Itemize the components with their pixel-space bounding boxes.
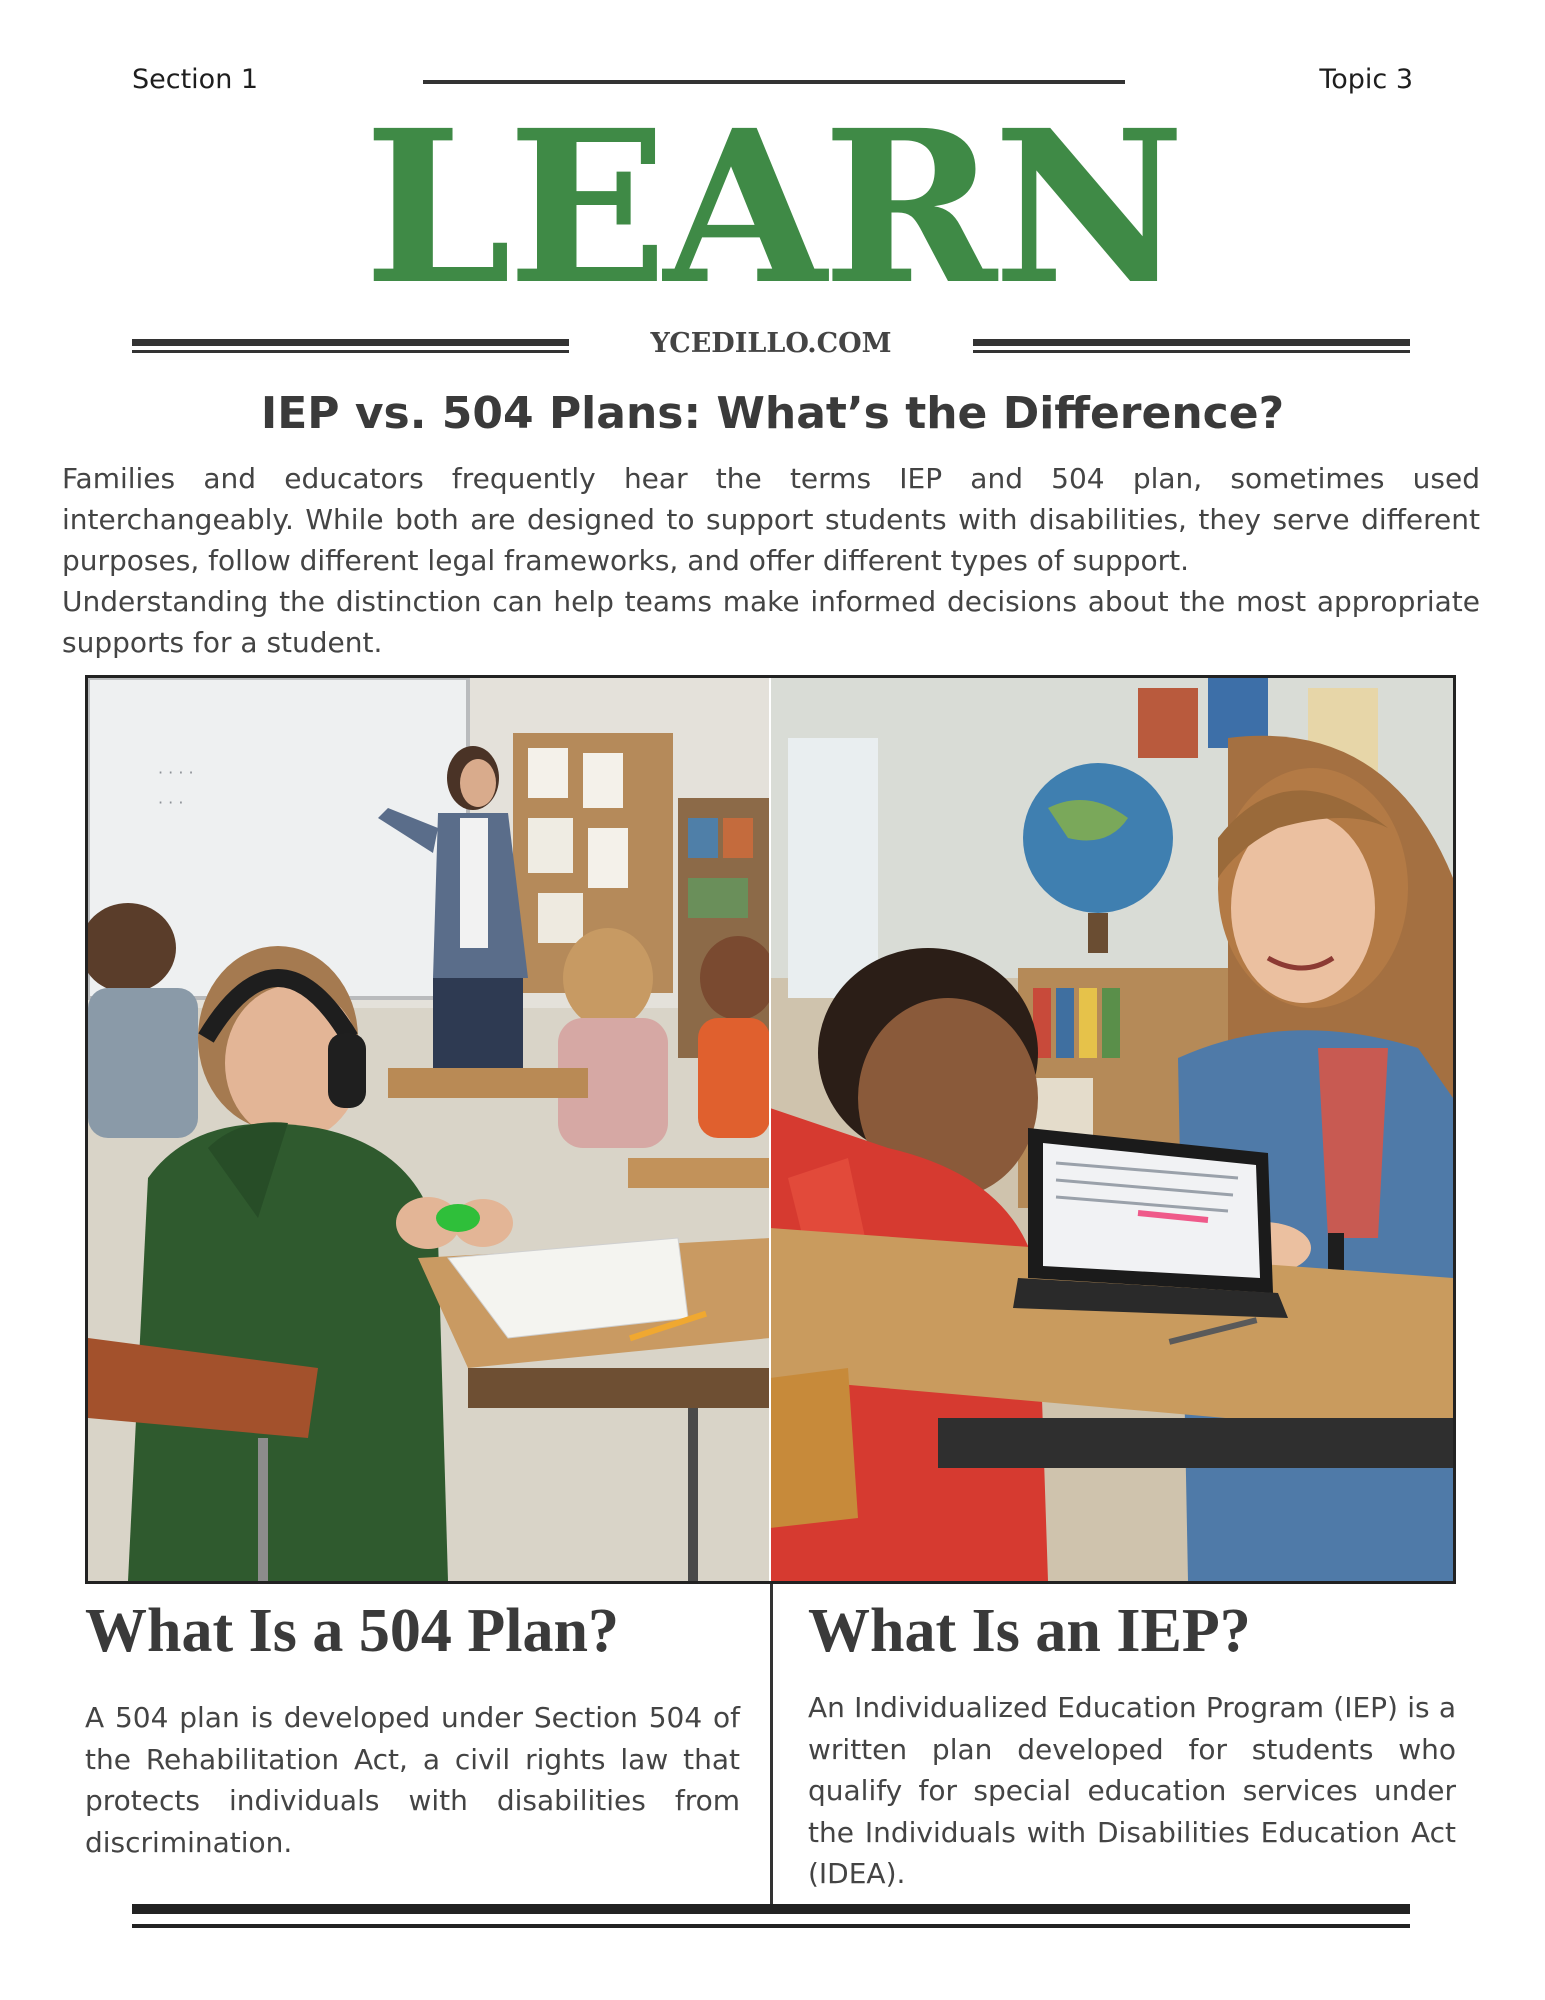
504-plan-description: A 504 plan is developed under Section 504 of the Rehabilitation Act, a civil rights law that protects individuals with disabilities from discrimination. — [85, 1701, 740, 1859]
topic-label: Topic 3 — [1319, 64, 1413, 95]
iep-heading: What Is an IEP? — [808, 1597, 1251, 1665]
article-title: IEP vs. 504 Plans: What’s the Difference? — [260, 388, 1285, 439]
intro-paragraph-1: Families and educators frequently hear the terms IEP and 504 plan, sometimes used interchangeably. While both are designed to support students with disabilities, they serve different purposes, follow different legal frameworks, and offer different types of support. — [62, 462, 1480, 577]
tablet-device — [1013, 1128, 1288, 1318]
classroom-illustration — [88, 678, 1453, 1581]
classroom-photo — [85, 675, 1456, 1584]
footer-rule-thin — [132, 1924, 1410, 1928]
column-divider — [770, 1584, 773, 1904]
iep-description: An Individualized Education Program (IEP) is a written plan developed for students who qualify for special education services under the Individuals with Disabilities Education Act (IDEA). — [808, 1691, 1456, 1890]
masthead-title: LEARN — [363, 84, 1182, 331]
article-intro — [62, 458, 1480, 663]
section-label: Section 1 — [132, 64, 259, 95]
masthead-rule-right — [973, 339, 1410, 353]
svg-text:· · ·: · · · — [158, 793, 184, 812]
svg-text:· · · ·: · · · · — [158, 763, 194, 782]
intro-paragraph-2: Understanding the distinction can help teams make informed decisions about the most appropriate supports for a student. — [62, 585, 1480, 659]
right-photo-iep — [770, 678, 1453, 1581]
masthead-rule-left — [132, 339, 569, 353]
footer-rule-thick — [132, 1904, 1410, 1914]
left-photo-504 — [88, 678, 776, 1581]
504-plan-heading: What Is a 504 Plan? — [85, 1597, 619, 1665]
site-name: YCEDILLO.COM — [650, 328, 892, 359]
window — [788, 738, 878, 998]
